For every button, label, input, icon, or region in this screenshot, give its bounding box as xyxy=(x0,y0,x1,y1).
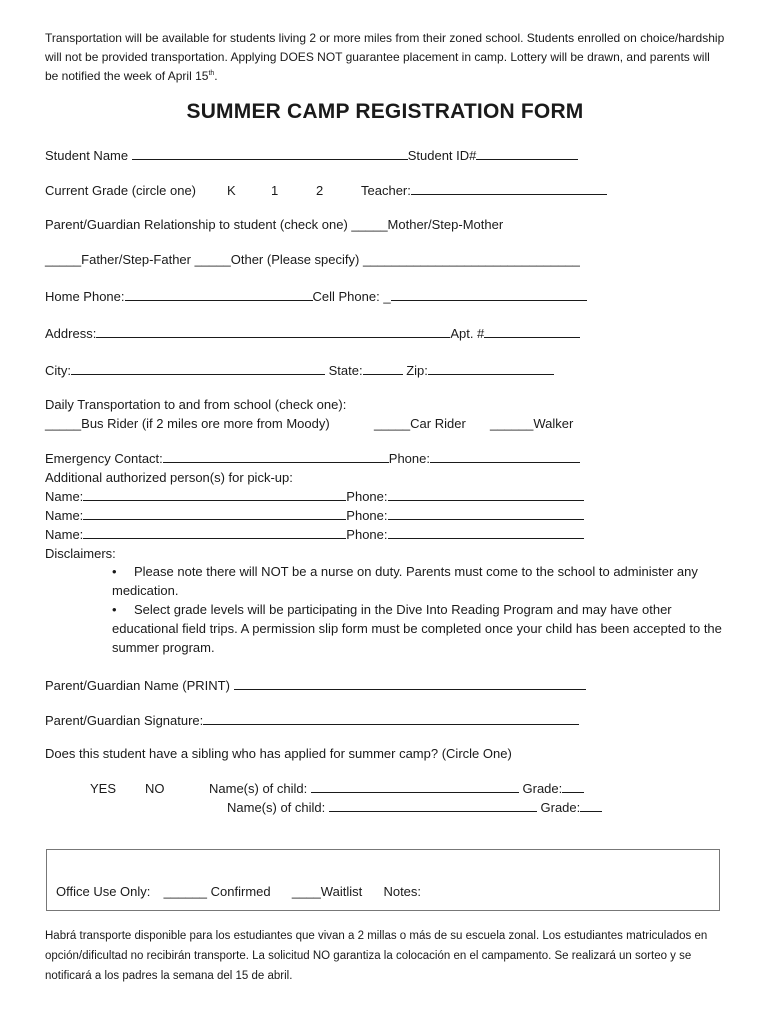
emergency-phone-field[interactable] xyxy=(430,450,580,463)
cell-phone-field[interactable] xyxy=(391,288,587,301)
form-title: SUMMER CAMP REGISTRATION FORM xyxy=(186,100,584,123)
apt-field[interactable] xyxy=(484,325,580,338)
child-name-label: Name(s) of child: xyxy=(227,800,326,815)
additional-pickup-label: Additional authorized person(s) for pick-up: xyxy=(45,470,293,485)
sibling-child-row xyxy=(209,780,584,797)
grade-option-k[interactable]: K xyxy=(227,183,236,198)
notes-label: Notes: xyxy=(383,884,422,899)
city-row xyxy=(45,362,554,379)
child-name-field[interactable] xyxy=(329,799,537,812)
confirmed-option[interactable]: ______ Confirmed xyxy=(163,884,271,899)
student-name-field[interactable] xyxy=(132,147,408,160)
office-use-box xyxy=(46,849,720,911)
office-use-label: Office Use Only: xyxy=(56,884,151,899)
office-use-row xyxy=(56,884,421,899)
pickup-name-label: Name: xyxy=(45,508,84,523)
city-label: City: xyxy=(45,363,71,378)
student-id-label: Student ID# xyxy=(407,148,477,163)
cell-phone-label: Cell Phone: _ xyxy=(312,289,391,304)
emergency-row xyxy=(45,450,580,467)
student-id-field[interactable] xyxy=(476,147,578,160)
pickup-name-label: Name: xyxy=(45,527,84,542)
teacher-label: Teacher: xyxy=(361,183,411,198)
walker-option[interactable]: ______Walker xyxy=(490,416,574,431)
pickup-row xyxy=(45,526,584,543)
child-grade-label: Grade: xyxy=(540,800,581,815)
disclaimers-label: Disclaimers: xyxy=(45,546,116,561)
sibling-child-row xyxy=(227,799,602,816)
teacher-field[interactable] xyxy=(411,182,607,195)
grade-option-1[interactable]: 1 xyxy=(271,183,279,198)
signature-row xyxy=(45,712,579,729)
child-grade-field[interactable] xyxy=(562,780,584,793)
pickup-row xyxy=(45,507,584,524)
state-field[interactable] xyxy=(363,362,403,375)
apt-label: Apt. # xyxy=(450,326,485,341)
parent-name-label: Parent/Guardian Name (PRINT) xyxy=(45,678,230,693)
waitlist-option[interactable]: ____Waitlist xyxy=(291,884,363,899)
sibling-question: Does this student have a sibling who has applied for summer camp? (Circle One) xyxy=(45,746,512,761)
bullet-icon: • xyxy=(112,602,117,617)
pickup-phone-label: Phone: xyxy=(346,508,388,523)
emergency-phone-label: Phone: xyxy=(388,451,430,466)
pickup-name-field[interactable] xyxy=(83,526,346,539)
pickup-name-field[interactable] xyxy=(83,507,346,520)
sibling-no-option[interactable]: NO xyxy=(145,781,165,796)
child-grade-label: Grade: xyxy=(522,781,563,796)
emergency-contact-label: Emergency Contact: xyxy=(45,451,163,466)
pickup-name-field[interactable] xyxy=(83,488,346,501)
parent-name-field[interactable] xyxy=(234,677,586,690)
current-grade-label: Current Grade (circle one) xyxy=(45,183,196,198)
spanish-notice: Habrá transporte disponible para los estudiantes que vivan a 2 millas o más de su escuela zonal. Los estudiantes matriculados en opción/dificultad no recibirán transporte. La solicitud NO garantiza la colocación en el campamento. Se realizará un sorteo y se notificará a los padres la semana del 15 de abril. xyxy=(45,930,708,982)
pickup-row xyxy=(45,488,584,505)
home-phone-label: Home Phone: xyxy=(45,289,125,304)
home-phone-field[interactable] xyxy=(125,288,313,301)
relationship-row-2[interactable]: _____Father/Step-Father _____Other (Please specify) ______________________________ xyxy=(45,252,580,267)
sibling-yes-option[interactable]: YES xyxy=(90,781,117,796)
grade-option-2[interactable]: 2 xyxy=(316,183,324,198)
parent-name-row xyxy=(45,677,586,694)
disclaimer-item: • Select grade levels will be participating in the Dive Into Reading Program and may have other educational field trips. A permission slip form must be completed once your child has been accepted to the summer program. xyxy=(112,602,722,655)
pickup-phone-field[interactable] xyxy=(388,507,584,520)
pickup-phone-field[interactable] xyxy=(388,526,584,539)
address-field[interactable] xyxy=(96,325,450,338)
disclaimer-item: • Please note there will NOT be a nurse on duty. Parents must come to the school to administer any medication. xyxy=(112,564,698,598)
student-name-row xyxy=(45,147,578,164)
zip-label: Zip: xyxy=(406,363,428,378)
city-field[interactable] xyxy=(71,362,325,375)
pickup-phone-label: Phone: xyxy=(346,489,388,504)
bus-rider-option[interactable]: _____Bus Rider (if 2 miles ore more from Moody) xyxy=(45,416,330,431)
car-rider-option[interactable]: _____Car Rider xyxy=(374,416,466,431)
zip-field[interactable] xyxy=(428,362,554,375)
pickup-phone-field[interactable] xyxy=(388,488,584,501)
transport-question: Daily Transportation to and from school (check one): xyxy=(45,397,347,412)
student-name-label: Student Name xyxy=(45,148,129,163)
address-row xyxy=(45,325,580,342)
child-name-label: Name(s) of child: xyxy=(209,781,308,796)
bullet-icon: • xyxy=(112,564,117,579)
transportation-notice: Transportation will be available for students living 2 or more miles from their zoned school. Students enrolled on choice/hardship will not be provided transportation. Applying DOES NOT guarantee placement in camp. Lottery will be drawn, and parents will be notified the week of April 15th. xyxy=(45,31,725,83)
child-grade-field[interactable] xyxy=(580,799,602,812)
teacher-row xyxy=(361,182,607,199)
signature-field[interactable] xyxy=(203,712,579,725)
signature-label: Parent/Guardian Signature: xyxy=(45,713,204,728)
phone-row xyxy=(45,288,587,305)
state-label: State: xyxy=(328,363,363,378)
relationship-row[interactable]: Parent/Guardian Relationship to student (check one) _____Mother/Step-Mother xyxy=(45,217,504,232)
address-label: Address: xyxy=(45,326,97,341)
child-name-field[interactable] xyxy=(311,780,519,793)
emergency-contact-field[interactable] xyxy=(163,450,389,463)
pickup-name-label: Name: xyxy=(45,489,84,504)
pickup-phone-label: Phone: xyxy=(346,527,388,542)
grade-row xyxy=(45,182,196,199)
